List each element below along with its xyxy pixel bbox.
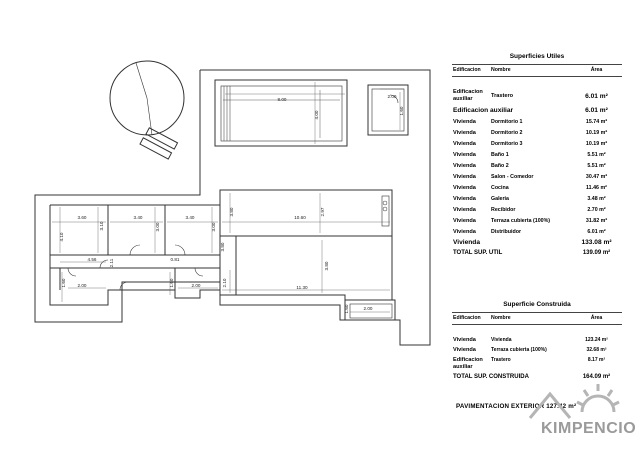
cell-nombre: Baño 1 <box>491 151 509 158</box>
dim-bano-2: 2.00 <box>191 283 201 288</box>
dim-salon-side: 3.80 <box>229 207 234 217</box>
superficie-construida-table <box>452 298 622 382</box>
table-row: Edificacion auxiliar Trastero 6.01 m² <box>453 89 608 102</box>
dim-dormitorio-2: 3.40 <box>133 215 143 220</box>
dim-corridor-small: 2.11 <box>109 258 114 268</box>
dim-bano-1-height: 1.60 <box>61 278 66 288</box>
cell-area: 5.51 m² <box>587 162 606 169</box>
cell-nombre: Dormitorio 3 <box>491 140 523 147</box>
dim-terraza: 11.30 <box>296 285 308 290</box>
dim-dormitorio-3: 3.40 <box>185 215 195 220</box>
cell-edificacion: Vivienda <box>453 228 476 235</box>
table-row <box>452 215 622 226</box>
dim-corridor-mid: 0.81 <box>170 257 180 262</box>
dim-bano-2-height: 1.60 <box>169 278 174 288</box>
cell-edificacion: Vivienda <box>453 129 476 136</box>
total-row: TOTAL SUP. CONSTRUIDA 164.09 m² <box>453 374 611 380</box>
cell-edificacion: Vivienda <box>453 195 476 202</box>
cell-area: 31.82 m² <box>585 217 608 224</box>
dim-salon-height: 2.97 <box>320 207 325 217</box>
cell-nombre: Distribuidor <box>491 228 522 235</box>
cell-area: 10.19 m² <box>585 140 608 147</box>
table-row <box>452 193 622 204</box>
cell-nombre: Terraza cubierta (100%) <box>491 217 551 224</box>
table-title: Superficie Construida <box>503 301 571 308</box>
dim-corridor: 4.56 <box>87 257 97 262</box>
dim-dormitorio-1-height: 4.10 <box>59 232 64 242</box>
logo-sun <box>582 396 614 412</box>
cell-area: 15.74 m² <box>585 118 608 125</box>
cell-edificacion: Vivienda <box>453 162 476 169</box>
header-area: Área <box>590 67 603 73</box>
cell-nombre: Salon - Comedor <box>491 173 534 180</box>
dim-bano-1: 2.00 <box>77 283 87 288</box>
dim-pool-height: 4.00 <box>314 110 319 120</box>
cell-area: 2.70 m² <box>587 206 606 213</box>
logo-roof <box>530 394 570 418</box>
cell-edificacion: Vivienda <box>453 151 476 158</box>
cell-area: 3.48 m² <box>587 195 606 202</box>
table-row <box>452 138 622 149</box>
lounger <box>140 138 172 159</box>
table-row: Edificacion auxiliar Trastero 8.17 m² <box>453 356 606 370</box>
cell-edificacion: Vivienda <box>453 173 476 180</box>
cell-area: 6.01 m² <box>587 228 606 235</box>
dim-dormitorio-2-side: 3.00 <box>155 222 160 232</box>
dim-shed-height: 1.60 <box>399 106 404 116</box>
dim-terraza-height: 3.80 <box>324 261 329 271</box>
table-row: Vivienda Terraza cubierta (100%) 32.68 m² <box>453 347 607 353</box>
dim-pool-width: 8.00 <box>277 97 287 102</box>
superficies-utiles-table <box>452 50 622 258</box>
table-row <box>452 171 622 182</box>
cell-area: 11.46 m² <box>586 184 607 191</box>
table-row <box>452 160 622 171</box>
logo-text: KIMPENCIO <box>541 420 636 437</box>
cell-area: 5.51 m² <box>587 151 606 158</box>
dim-dormitorio-1-side: 3.10 <box>99 221 104 231</box>
table-row <box>452 182 622 193</box>
dim-hall-height: 3.80 <box>220 242 225 252</box>
cell-edificacion: Vivienda <box>453 184 476 191</box>
dim-galeria-height: 1.60 <box>344 304 349 314</box>
table-row: Vivienda 133.08 m² <box>453 239 612 246</box>
table-header <box>452 312 622 325</box>
dim-galeria: 2.00 <box>363 306 373 311</box>
cell-edificacion: Vivienda <box>453 140 476 147</box>
header-edificacion: Edificacion <box>453 67 481 73</box>
cell-area: 10.19 m² <box>585 129 608 136</box>
header-area: Área <box>590 315 603 321</box>
cell-nombre: Cocina <box>491 184 509 191</box>
table-row <box>452 149 622 160</box>
lounger <box>146 128 178 149</box>
pool <box>215 80 347 146</box>
cell-edificacion: Vivienda <box>453 217 476 224</box>
table-row <box>452 116 622 127</box>
table-row <box>452 204 622 215</box>
header-nombre: Nombre <box>491 67 511 73</box>
total-row: TOTAL SUP. UTIL 139.09 m² <box>453 250 611 256</box>
table-row <box>452 127 622 138</box>
header-nombre: Nombre <box>491 315 511 321</box>
cell-nombre: Dormitorio 1 <box>491 118 523 125</box>
header-edificacion: Edificacion <box>453 315 481 321</box>
table-title: Superficies Utiles <box>509 53 565 60</box>
cell-nombre: Baño 2 <box>491 162 509 169</box>
cell-area: 30.47 m² <box>585 173 608 180</box>
cell-edificacion: Vivienda <box>453 206 476 213</box>
table-header <box>452 64 622 77</box>
cell-edificacion: Vivienda <box>453 118 476 125</box>
dim-salon: 10.60 <box>294 215 306 220</box>
dim-dormitorio-3-side: 3.00 <box>211 222 216 232</box>
table-row <box>452 226 622 237</box>
table-row: Vivienda Vivienda 123.24 m² <box>453 337 608 343</box>
pavimentacion-exterior: PAVIMENTACION EXTERIOR 127.42 m² <box>456 403 577 410</box>
cell-nombre: Galeria <box>491 195 509 202</box>
dim-shed-width: 2.00 <box>387 94 397 99</box>
dim-dormitorio-1: 3.60 <box>77 215 87 220</box>
dim-terraza-side: 2.10 <box>222 278 227 288</box>
cell-nombre: Dormitorio 2 <box>491 129 523 136</box>
table-row: Edificacion auxiliar 6.01 m² <box>453 107 608 114</box>
cell-nombre: Recibidor <box>491 206 516 213</box>
